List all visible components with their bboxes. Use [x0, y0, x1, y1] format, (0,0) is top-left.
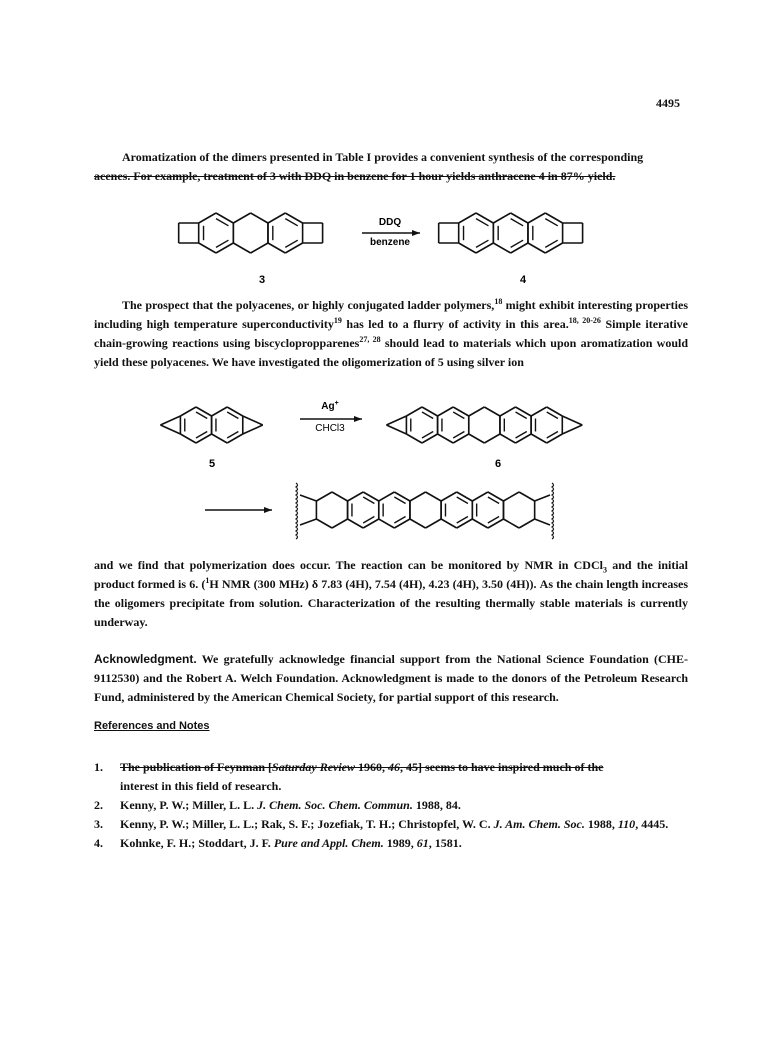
bond-line [406, 407, 422, 416]
text-run: should lead to materials which upon aromatization would yield these polyacenes. We have investigated the oligomerization of 5 using silver ion [94, 336, 688, 369]
structure-6 [386, 407, 582, 443]
bond-line [422, 407, 438, 416]
bond-line [453, 434, 469, 443]
reaction-arrow-1 [362, 230, 420, 236]
bond-line [251, 213, 268, 223]
bond-line [562, 425, 582, 434]
reference-item: 3. Kenny, P. W.; Miller, L. L.; Rak, S. F.; Jozefiak, T. H.; Christopfel, W. C. J. Am. Chem. Soc. 1988, 110, 4445. [94, 815, 688, 834]
reference-number: 4. [94, 836, 103, 850]
bond-line [511, 213, 528, 223]
bond-line [300, 495, 316, 501]
citation-sup: 19 [333, 316, 342, 325]
structure-5 [160, 407, 262, 443]
text-run: has led to a flurry of activity in this area. [341, 317, 569, 331]
structure-3 [179, 213, 323, 253]
citation-sup: 18 [494, 297, 503, 306]
compound-label-6: 6 [494, 458, 502, 470]
acknowledgment-heading: Acknowledgment. [94, 652, 197, 666]
bond-line [562, 416, 582, 425]
arrow-head [412, 230, 420, 236]
bond-line [488, 519, 504, 528]
bond-line [227, 434, 243, 443]
paragraph-polymerization [94, 556, 688, 632]
reference-item [94, 758, 688, 796]
bond-line [488, 492, 504, 501]
bond-line [535, 495, 550, 501]
bond-line [285, 243, 302, 253]
citation-sup: 18, 20-26 [568, 316, 601, 325]
bond-line [300, 519, 316, 525]
reference-number: 1. [94, 760, 103, 774]
bond-line [535, 519, 550, 525]
bond-line [528, 213, 545, 223]
bond-line [410, 492, 426, 501]
bond-line [379, 492, 395, 501]
bond-line [531, 434, 547, 443]
bond-line [410, 519, 426, 528]
bond-line [180, 407, 196, 416]
compound-label-5: 5 [208, 458, 216, 470]
arrow-head [354, 416, 362, 422]
bond-line [386, 416, 406, 425]
bond-line [484, 434, 500, 443]
bond-line [528, 243, 545, 253]
bond-line [196, 434, 212, 443]
bond-line [316, 492, 332, 501]
text-run: Simple iterative chain-growing reactions using biscyclopropparenes [94, 317, 688, 350]
acknowledgment-paragraph [94, 650, 688, 707]
bond-line [500, 407, 516, 416]
bond-line [285, 213, 302, 223]
bond-line [547, 407, 563, 416]
bond-line [469, 407, 485, 416]
compound-label-4: 4 [519, 274, 527, 286]
reagent-ddq: DDQ [378, 217, 402, 228]
reference-item: 2. Kenny, P. W.; Miller, L. L. J. Chem. Soc. Chem. Commun. 1988, 84. [94, 796, 688, 815]
bond-line [500, 434, 516, 443]
bond-line [243, 416, 263, 425]
bond-line [316, 519, 332, 528]
bond-line [363, 492, 379, 501]
bond-line [212, 434, 228, 443]
bond-line [268, 213, 285, 223]
bond-line [503, 492, 519, 501]
reference-text: interest in this field of research. [120, 779, 282, 793]
bond-line [199, 243, 216, 253]
bond-line [196, 407, 212, 416]
bond-line [457, 492, 473, 501]
bond-line [476, 213, 493, 223]
bond-line [472, 492, 488, 501]
bond-line [469, 434, 485, 443]
bond-line [438, 434, 454, 443]
bond-line [216, 243, 233, 253]
bond-line [422, 434, 438, 443]
bond-line [441, 492, 457, 501]
bond-line [472, 519, 488, 528]
bond-line [363, 519, 379, 528]
bond-line [511, 243, 528, 253]
chain-end-wavy-bond [552, 483, 554, 539]
bond-line [394, 519, 410, 528]
bond-line [519, 492, 535, 501]
acknowledgment-text: We gratefully acknowledge financial support from the National Science Foundation (CHE-9112530) and the Robert A. Welch Foundation. Acknowledgment is made to the donors of the Petroleum Research Fund, administered by the American Chemical Society, for partial support of this research. [94, 652, 688, 704]
references-heading: References and Notes [94, 720, 210, 732]
bond-line [394, 492, 410, 501]
text-run: and the initial product formed is 6. ( [94, 558, 688, 591]
bond-line [503, 519, 519, 528]
reaction-arrow-3 [205, 507, 272, 513]
bond-line [216, 213, 233, 223]
bond-line [227, 407, 243, 416]
arrow-head [264, 507, 272, 513]
text-run: might exhibit interesting properties including high temperature superconductivity [94, 298, 688, 331]
citation-sup: 27, 28 [359, 335, 381, 344]
bond-line [426, 492, 442, 501]
bond-line [160, 425, 180, 434]
bond-line [457, 519, 473, 528]
paragraph-aromatization [94, 148, 688, 186]
bond-line [547, 434, 563, 443]
text-run: and we find that polymerization does occur. The reaction can be monitored by NMR in CDCl [94, 558, 603, 572]
reference-struck-text: The publication of Feynman [Saturday Review 1960, 46, 45] seems to have inspired much of the [120, 760, 604, 774]
bond-line [160, 416, 180, 425]
bond-line [453, 407, 469, 416]
reaction-scheme-2 [150, 395, 620, 545]
bond-line [438, 407, 454, 416]
bond-line [233, 243, 250, 253]
page-number: 4495 [656, 96, 680, 110]
bond-line [332, 519, 348, 528]
bond-line [459, 213, 476, 223]
paragraph-polyacenes [94, 296, 688, 372]
bond-line [426, 519, 442, 528]
reagent-chcl3: CHCl3 [315, 423, 345, 434]
bond-line [406, 434, 422, 443]
bond-line [332, 492, 348, 501]
bond-line [386, 425, 406, 434]
bond-line [493, 243, 510, 253]
chain-end-wavy-bond [296, 483, 298, 539]
struck-line: acenes. For example, treatment of 3 with DDQ in benzene for 1 hour yields anthracene 4 in 87% yield. [94, 169, 616, 183]
structure-4 [439, 213, 583, 253]
bond-line [180, 434, 196, 443]
bond-line [531, 407, 547, 416]
bond-line [233, 213, 250, 223]
bond-line [516, 434, 532, 443]
superscript: 1 [205, 576, 210, 585]
bond-line [212, 407, 228, 416]
structure-polymer [296, 483, 554, 539]
reference-list [94, 758, 688, 853]
bond-line [545, 213, 562, 223]
bond-line [493, 213, 510, 223]
bond-line [348, 492, 364, 501]
reaction-scheme-1 [170, 205, 600, 285]
bond-line [545, 243, 562, 253]
reaction-arrow-2 [300, 416, 362, 422]
bond-line [199, 213, 216, 223]
reference-number: 3. [94, 817, 103, 831]
reference-number: 2. [94, 798, 103, 812]
bond-line [243, 425, 263, 434]
reagent-benzene: benzene [369, 237, 411, 248]
bond-line [268, 243, 285, 253]
subscript: 3 [602, 565, 607, 575]
text-run: The prospect that the polyacenes, or highly conjugated ladder polymers, [122, 298, 495, 312]
paragraph-line: Aromatization of the dimers presented in Table I provides a convenient synthesis of the corresponding [122, 150, 644, 164]
text-run: H NMR (300 MHz) δ 7.83 (4H), 7.54 (4H), 4.23 (4H), 3.50 (4H)). As the chain length increases the oligomers precipitate from solution. Characterization of the resulting thermally stable materials is currently underway. [94, 577, 689, 629]
bond-line [441, 519, 457, 528]
bond-line [348, 519, 364, 528]
bond-line [516, 407, 532, 416]
bond-line [459, 243, 476, 253]
bond-line [519, 519, 535, 528]
bond-line [379, 519, 395, 528]
bond-line [251, 243, 268, 253]
reference-item: 4. Kohnke, F. H.; Stoddart, J. F. Pure and Appl. Chem. 1989, 61, 1581. [94, 834, 688, 853]
reagent-silver-ion: Ag+ [321, 400, 339, 412]
bond-line [476, 243, 493, 253]
bond-line [484, 407, 500, 416]
compound-label-3: 3 [258, 274, 266, 286]
